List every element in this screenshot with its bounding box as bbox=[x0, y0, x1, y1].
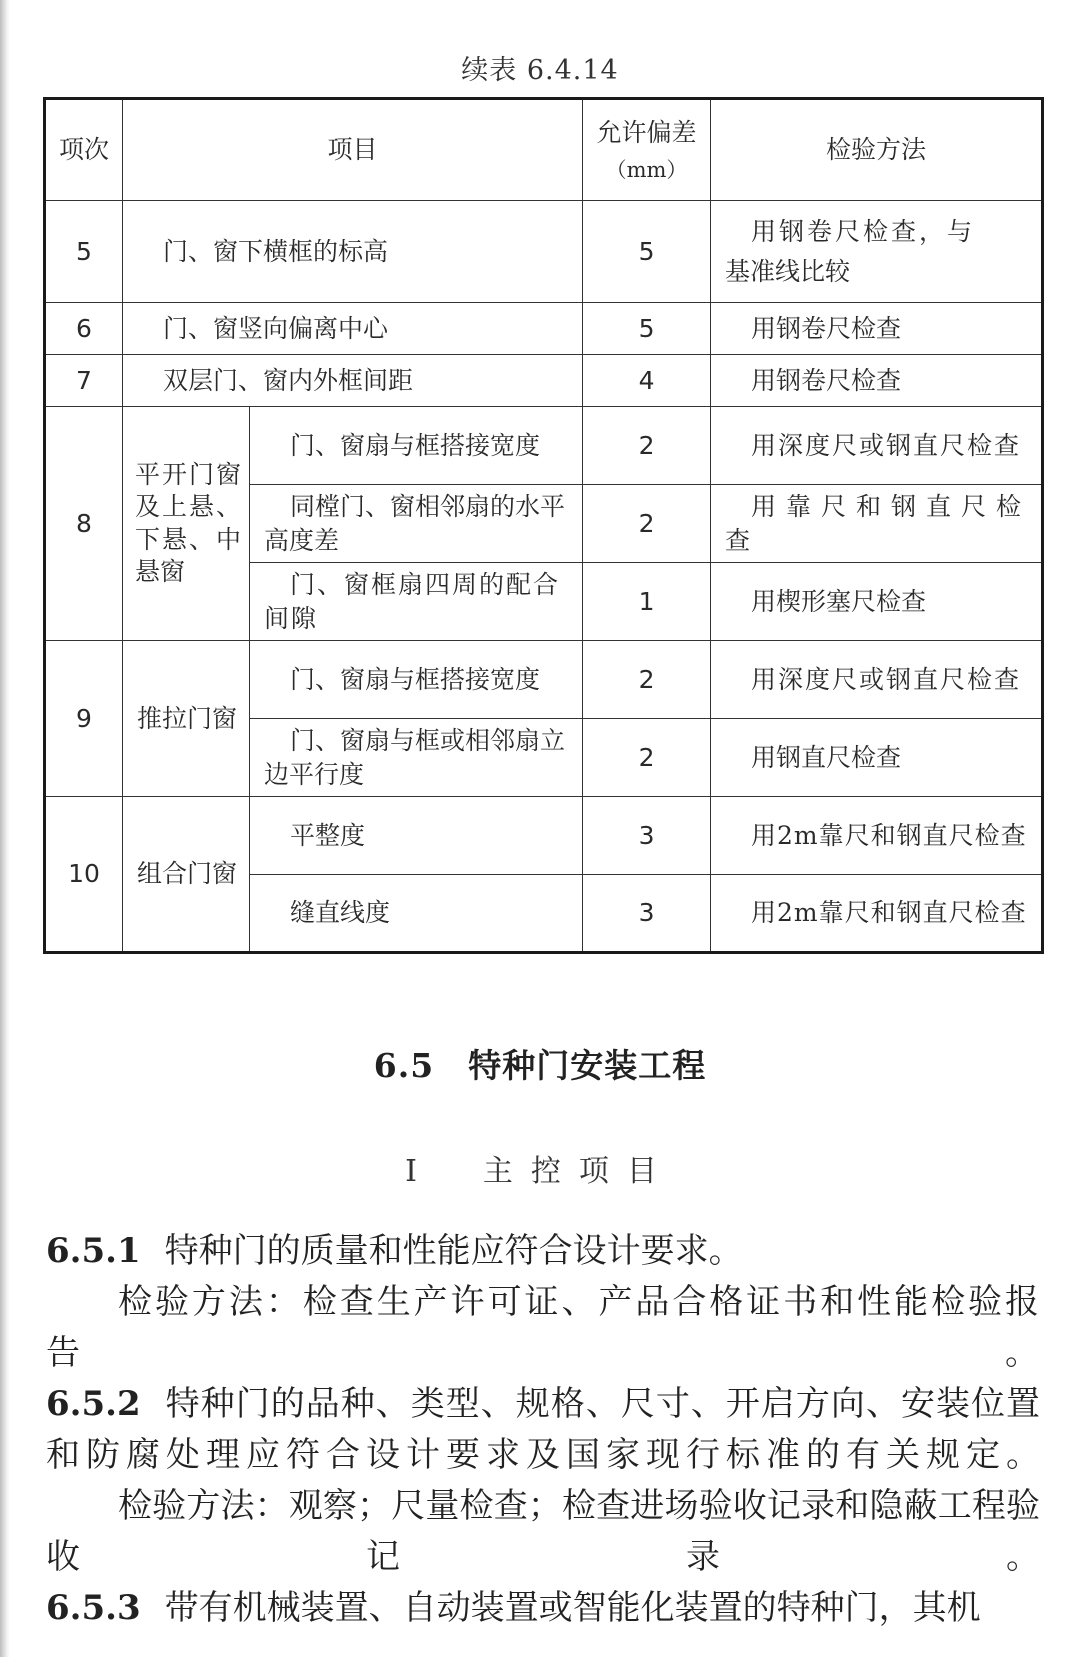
clause-6-5-2 bbox=[46, 1379, 1040, 1583]
row-item: 双层门、窗内外框间距 bbox=[123, 355, 583, 407]
row-item: 门、窗下横框的标高 bbox=[123, 201, 583, 303]
section-title: 6.5 特种门安装工程 bbox=[373, 1046, 707, 1085]
row-method-text: 用深度尺或钢直尺检查 bbox=[751, 430, 1022, 460]
header-tolerance-label: 允许偏差 bbox=[596, 117, 697, 147]
row-tolerance: 2 bbox=[583, 641, 711, 719]
clause-text: 特种门的品种、类型、规格、尺寸、开启方向、安装位置和防腐处理应符合设计要求及国家现行标准的有关规定。 bbox=[46, 1384, 1040, 1475]
header-index: 项次 bbox=[45, 99, 123, 201]
row-tolerance: 5 bbox=[583, 303, 711, 355]
row-method bbox=[711, 201, 1043, 303]
row-tolerance: 2 bbox=[583, 485, 711, 563]
row-sub-item-text: 门、窗框扇四周的配合间隙 bbox=[264, 569, 561, 633]
row-method: 用钢卷尺检查 bbox=[711, 303, 1043, 355]
row-sub-item: 平整度 bbox=[250, 797, 583, 875]
row-tolerance: 3 bbox=[583, 797, 711, 875]
row-group bbox=[123, 407, 250, 641]
clause-text: 特种门的质量和性能应符合设计要求。 bbox=[164, 1231, 743, 1271]
row-tolerance: 2 bbox=[583, 719, 711, 797]
row-tolerance: 3 bbox=[583, 875, 711, 953]
row-group: 推拉门窗 bbox=[123, 641, 250, 797]
row-tolerance: 1 bbox=[583, 563, 711, 641]
table-header-row bbox=[45, 99, 1043, 201]
row-method bbox=[711, 641, 1043, 719]
table-row bbox=[45, 407, 1043, 485]
row-group-label: 平开门窗及上悬、下悬、中悬窗 bbox=[135, 459, 241, 586]
row-index: 6 bbox=[45, 303, 123, 355]
row-method: 用钢直尺检查 bbox=[711, 719, 1043, 797]
row-index: 8 bbox=[45, 407, 123, 641]
row-tolerance: 4 bbox=[583, 355, 711, 407]
tolerance-table bbox=[43, 97, 1044, 954]
row-sub-item-text: 门、窗扇与框搭接宽度 bbox=[290, 664, 541, 694]
header-tolerance bbox=[583, 99, 711, 201]
row-method: 用钢卷尺检查 bbox=[711, 355, 1043, 407]
row-tolerance: 2 bbox=[583, 407, 711, 485]
row-method-text: 用2m靠尺和钢直尺检查 bbox=[751, 898, 1027, 928]
row-group: 组合门窗 bbox=[123, 797, 250, 953]
header-item: 项目 bbox=[123, 99, 583, 201]
table-row bbox=[45, 303, 1043, 355]
row-method bbox=[711, 797, 1043, 875]
page-edge-shadow bbox=[0, 0, 10, 1657]
row-index: 7 bbox=[45, 355, 123, 407]
header-method: 检验方法 bbox=[711, 99, 1043, 201]
row-method-line: 基准线比较 bbox=[725, 256, 851, 286]
clause-method: 检验方法：检查生产许可证、产品合格证书和性能检验报告。 bbox=[46, 1282, 1040, 1373]
row-index: 9 bbox=[45, 641, 123, 797]
row-tolerance: 5 bbox=[583, 201, 711, 303]
row-index: 5 bbox=[45, 201, 123, 303]
section-subtitle: Ⅰ 主控项目 bbox=[405, 1154, 675, 1189]
row-method bbox=[711, 407, 1043, 485]
row-method bbox=[711, 875, 1043, 953]
row-sub-item bbox=[250, 563, 583, 641]
row-sub-item bbox=[250, 485, 583, 563]
row-sub-item-text: 门、窗扇与框或相邻扇立边平行度 bbox=[264, 725, 566, 789]
row-index: 10 bbox=[45, 797, 123, 953]
row-sub-item bbox=[250, 641, 583, 719]
row-method-text: 用深度尺或钢直尺检查 bbox=[751, 664, 1022, 694]
row-sub-item: 缝直线度 bbox=[250, 875, 583, 953]
table-row bbox=[45, 797, 1043, 875]
clause-6-5-3 bbox=[46, 1583, 1040, 1634]
header-tolerance-unit: （mm） bbox=[605, 157, 688, 182]
row-sub-item bbox=[250, 719, 583, 797]
table-caption: 续表 6.4.14 bbox=[461, 55, 619, 86]
row-method-text: 用2m靠尺和钢直尺检查 bbox=[751, 820, 1027, 850]
table-row bbox=[45, 355, 1043, 407]
clause-method: 检验方法：观察；尺量检查；检查进场验收记录和隐蔽工程验收记录。 bbox=[46, 1486, 1040, 1577]
row-sub-item-text: 门、窗扇与框搭接宽度 bbox=[290, 430, 541, 460]
clause-number: 6.5.2 bbox=[46, 1384, 141, 1424]
clause-number: 6.5.1 bbox=[46, 1231, 141, 1271]
clause-text: 带有机械装置、自动装置或智能化装置的特种门，其机 bbox=[164, 1588, 981, 1628]
table-row bbox=[45, 641, 1043, 719]
row-method bbox=[711, 485, 1043, 563]
table-row bbox=[45, 201, 1043, 303]
row-sub-item-text: 同樘门、窗相邻扇的水平高度差 bbox=[264, 491, 566, 555]
row-method-line: 用钢卷尺检查，与 bbox=[751, 216, 976, 246]
row-method-text: 用靠尺和钢直尺检查 bbox=[725, 491, 1032, 555]
row-method: 用楔形塞尺检查 bbox=[711, 563, 1043, 641]
clause-6-5-1 bbox=[46, 1226, 1040, 1379]
row-sub-item bbox=[250, 407, 583, 485]
row-item: 门、窗竖向偏离中心 bbox=[123, 303, 583, 355]
clause-number: 6.5.3 bbox=[46, 1588, 141, 1628]
